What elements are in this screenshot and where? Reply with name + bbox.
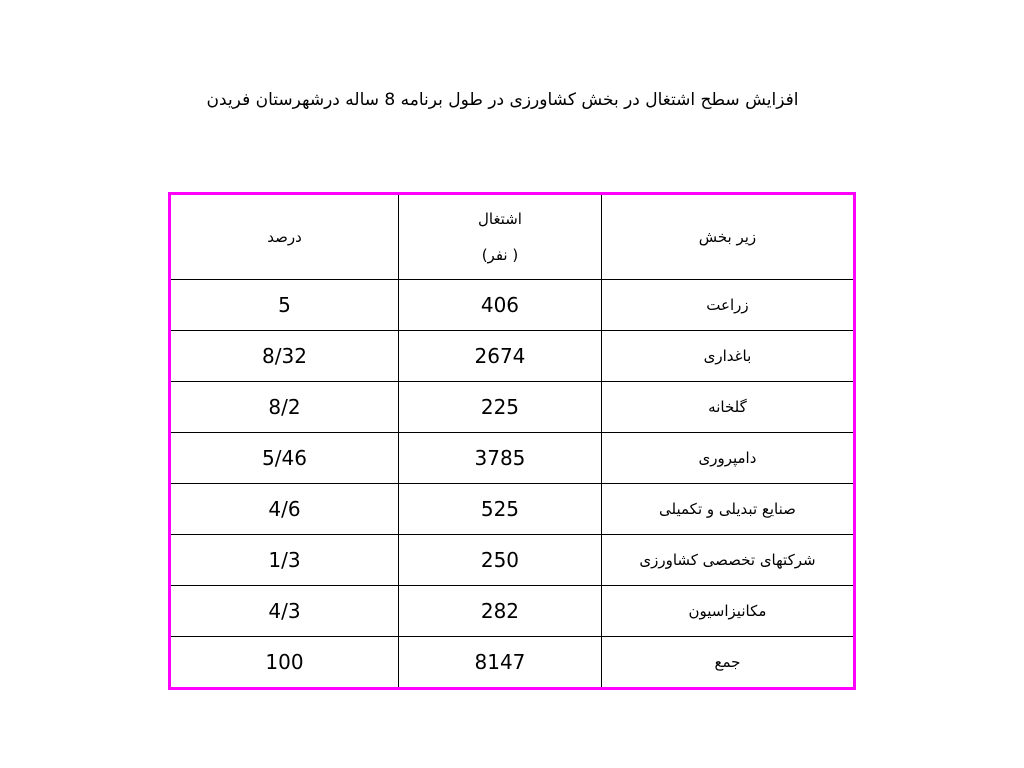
table-total-row bbox=[171, 637, 854, 688]
cell-percent: 8/2 bbox=[171, 382, 399, 433]
cell-subsector: زراعت bbox=[601, 280, 853, 331]
employment-table bbox=[170, 194, 854, 688]
table-row bbox=[171, 535, 854, 586]
cell-subsector: دامپروری bbox=[601, 433, 853, 484]
cell-employment: 250 bbox=[399, 535, 602, 586]
table-header-row bbox=[171, 195, 854, 280]
cell-employment: 282 bbox=[399, 586, 602, 637]
table-row bbox=[171, 382, 854, 433]
cell-subsector: صنایع تبدیلی و تکمیلی bbox=[601, 484, 853, 535]
header-percent: درصد bbox=[171, 195, 399, 280]
cell-subsector: جمع bbox=[601, 637, 853, 688]
cell-employment: 3785 bbox=[399, 433, 602, 484]
table-row bbox=[171, 484, 854, 535]
slide-title: افزایش سطح اشتغال در بخش کشاورزی در طول برنامه 8 ساله درشهرستان فریدن bbox=[206, 90, 799, 110]
table-row bbox=[171, 433, 854, 484]
cell-employment: 406 bbox=[399, 280, 602, 331]
cell-percent: 4/3 bbox=[171, 586, 399, 637]
cell-subsector: باغداری bbox=[601, 331, 853, 382]
cell-percent: 1/3 bbox=[171, 535, 399, 586]
cell-percent: 4/6 bbox=[171, 484, 399, 535]
header-subsector: زیر بخش bbox=[601, 195, 853, 280]
table-row bbox=[171, 280, 854, 331]
header-employment-unit: ( نفر) bbox=[481, 246, 519, 264]
cell-employment: 225 bbox=[399, 382, 602, 433]
cell-subsector: مکانیزاسیون bbox=[601, 586, 853, 637]
cell-employment: 2674 bbox=[399, 331, 602, 382]
cell-subsector: شرکتهای تخصصی کشاورزی bbox=[601, 535, 853, 586]
cell-percent: 8/32 bbox=[171, 331, 399, 382]
table-row bbox=[171, 331, 854, 382]
cell-employment: 525 bbox=[399, 484, 602, 535]
cell-percent: 5 bbox=[171, 280, 399, 331]
cell-employment: 8147 bbox=[399, 637, 602, 688]
table-row bbox=[171, 586, 854, 637]
cell-subsector: گلخانه bbox=[601, 382, 853, 433]
cell-percent: 5/46 bbox=[171, 433, 399, 484]
cell-percent: 100 bbox=[171, 637, 399, 688]
header-employment-label: اشتغال bbox=[477, 210, 522, 228]
header-employment bbox=[399, 195, 602, 280]
